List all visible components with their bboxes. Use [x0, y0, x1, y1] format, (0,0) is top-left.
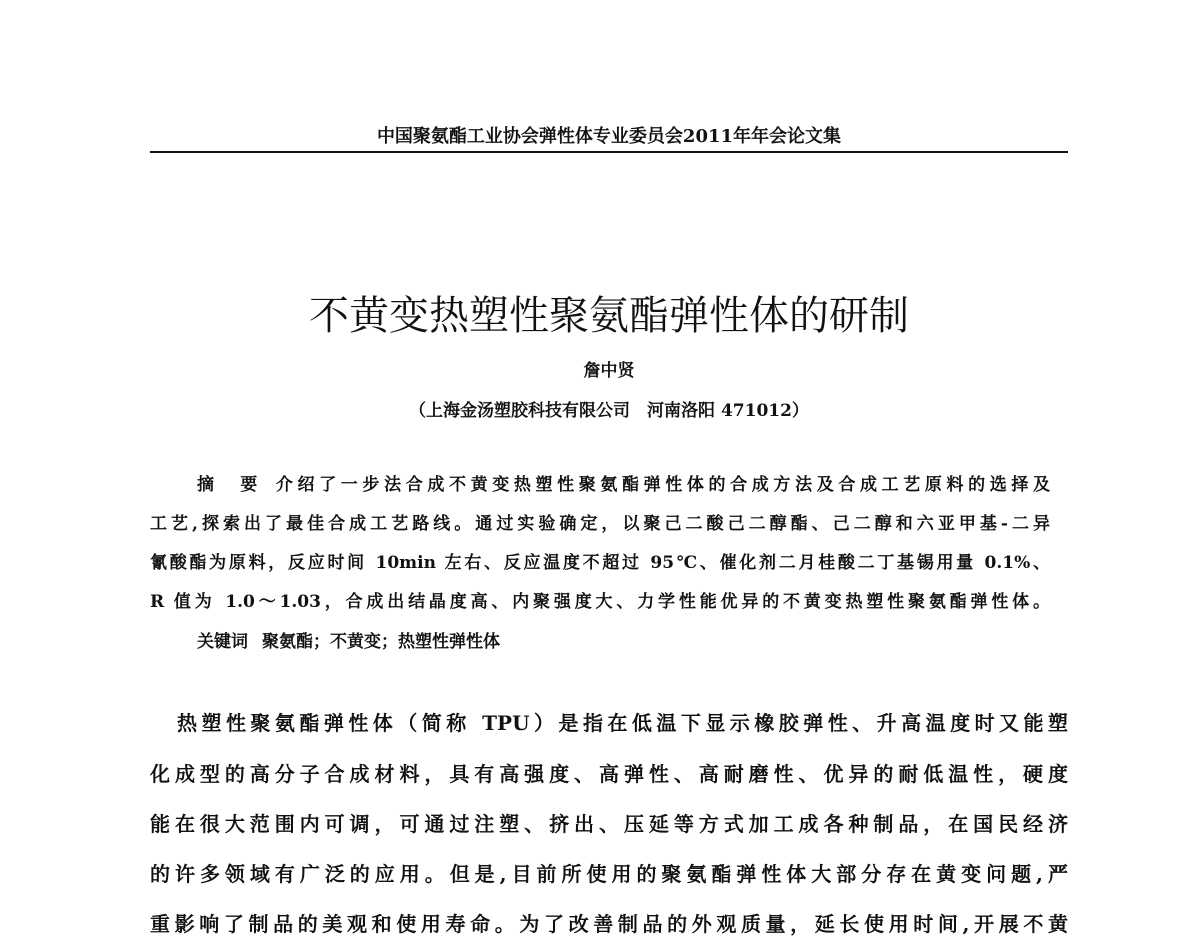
author: 詹中贤 [583, 361, 635, 381]
body-line: 的许多领域有广泛的应用。但是,目前所使用的聚氨酯弹性体大部分存在黄变问题,严 [150, 862, 1068, 886]
abstract-text: 介绍了一步法合成不黄变热塑性聚氨酯弹性体的合成方法及合成工艺原料的选择及 [275, 475, 1051, 495]
body-line: 化成型的高分子合成材料，具有高强度、高弹性、高耐磨性、优异的耐低温性，硬度 [150, 762, 1068, 786]
running-header: 中国聚氨酯工业协会弹性体专业委员会2011年年会论文集 [376, 126, 842, 147]
abstract-line: 工艺,探索出了最佳合成工艺路线。通过实验确定，以聚己二酸己二醇酯、己二醇和六亚甲基-二异 [150, 514, 1050, 534]
affiliation: （上海金汤塑胶科技有限公司 河南洛阳 471012） [409, 401, 809, 421]
abstract-line: R 值为 1.0～1.03，合成出结晶度高、内聚强度大、力学性能优异的不黄变热塑性聚氨酯弹性体。 [150, 592, 1050, 612]
keywords [197, 627, 500, 652]
keywords-label: 关键词 [197, 632, 248, 652]
abstract-line [197, 470, 1050, 495]
body-line: 重影响了制品的美观和使用寿命。为了改善制品的外观质量，延长使用时间,开展不黄 [150, 912, 1068, 936]
header-rule [150, 151, 1068, 153]
keywords-text: 聚氨酯；不黄变；热塑性弹性体 [262, 632, 500, 652]
body-line: 能在很大范围内可调，可通过注塑、挤出、压延等方式加工成各种制品，在国民经济 [150, 812, 1068, 836]
abstract-label: 摘 要 [197, 475, 262, 495]
body-line: 热塑性聚氨酯弹性体（简称 TPU）是指在低温下显示橡胶弹性、升高温度时又能塑 [177, 711, 1068, 735]
abstract-line: 氰酸酯为原料，反应时间 10min 左右、反应温度不超过 95℃、催化剂二月桂酸二丁基锡用量 0.1%、 [150, 553, 1050, 573]
paper-title: 不黄变热塑性聚氨酯弹性体的研制 [309, 293, 909, 339]
